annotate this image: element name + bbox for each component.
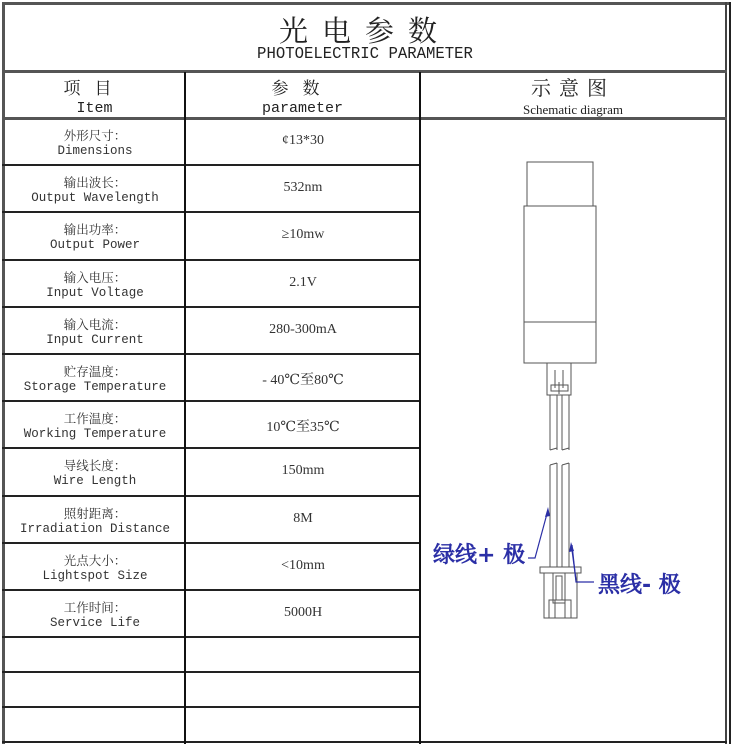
item-label-en: Output Power <box>49 238 140 252</box>
value-lightspot-size: <10mm <box>281 558 325 573</box>
header-item-en: Item <box>76 100 113 117</box>
item-wire-length <box>5 449 185 494</box>
header-parameter <box>186 72 419 118</box>
item-label-en: Wire Length <box>53 474 137 488</box>
module-body-shape <box>524 206 596 363</box>
header-schematic-cn: 示意图 <box>531 76 615 100</box>
value-service-life: 5000H <box>283 605 323 620</box>
value-output-wavelength: 532nm <box>283 180 323 195</box>
item-label-cn: 贮存温度： <box>63 364 127 379</box>
laser-module-drawing <box>421 120 725 742</box>
item-storage-temperature <box>5 355 185 400</box>
item-label-en: Working Temperature <box>23 427 167 441</box>
item-empty <box>5 673 185 706</box>
table-border-right-inner <box>725 2 727 744</box>
item-service-life <box>5 591 185 636</box>
item-working-temperature <box>5 402 185 447</box>
value-output-power: ≥10mw <box>281 227 325 242</box>
header-schematic-en: Schematic diagram <box>523 102 623 117</box>
value-storage-temperature: - 40℃至80℃ <box>262 373 344 388</box>
item-label-en: Storage Temperature <box>23 380 167 394</box>
item-label-en: Lightspot Size <box>42 569 148 583</box>
header-parameter-cn: 参数 <box>271 79 334 99</box>
item-label-cn: 输入电压： <box>63 270 127 285</box>
item-label-cn: 光点大小： <box>63 553 127 568</box>
arrow-negative-icon <box>569 542 574 552</box>
item-label-en: Output Wavelength <box>31 191 159 205</box>
item-label-cn: 输出波长： <box>63 175 127 190</box>
item-label-cn: 导线长度： <box>63 458 127 473</box>
title-block <box>5 5 725 70</box>
value-dimensions: ¢13*30 <box>282 133 324 148</box>
item-label-cn: 外形尺寸： <box>63 128 127 143</box>
title-chinese: 光电参数 <box>278 14 451 48</box>
item-lightspot-size <box>5 544 185 589</box>
schematic-diagram <box>421 120 725 742</box>
item-dimensions <box>5 119 185 164</box>
item-label-en: Input Current <box>46 333 144 347</box>
item-output-wavelength <box>5 166 185 211</box>
item-label-en: Service Life <box>49 616 140 630</box>
arrow-positive-icon <box>545 507 550 517</box>
item-label-cn: 输出功率： <box>63 222 127 237</box>
item-irradiation-distance <box>5 497 185 542</box>
value-irradiation-distance: 8M <box>293 511 313 526</box>
leader-positive <box>528 510 548 558</box>
item-label-cn: 照射距离： <box>63 506 127 521</box>
item-label-cn: 工作温度： <box>63 411 127 426</box>
item-empty <box>5 708 185 741</box>
value-working-temperature: 10℃至35℃ <box>266 420 340 435</box>
header-item-cn: 项目 <box>63 79 126 99</box>
header-parameter-en: parameter <box>261 100 343 117</box>
value-input-voltage: 2.1V <box>289 275 317 290</box>
item-output-power <box>5 213 185 258</box>
table-border-right-outer <box>729 2 731 744</box>
item-label-en: Dimensions <box>57 144 133 158</box>
item-empty <box>5 638 185 671</box>
item-label-en: Irradiation Distance <box>19 522 171 536</box>
label-black-wire-negative: 黑线- 极 <box>598 573 681 598</box>
title-english: PHOTOELECTRIC PARAMETER <box>257 45 473 64</box>
header-schematic <box>421 72 725 118</box>
label-green-wire-positive: 绿线+ 极 <box>433 543 526 568</box>
item-label-cn: 工作时间： <box>63 600 127 615</box>
item-input-current <box>5 308 185 353</box>
item-input-voltage <box>5 261 185 306</box>
value-input-current: 280-300mA <box>269 322 337 337</box>
item-label-cn: 输入电流： <box>63 317 127 332</box>
item-label-en: Input Voltage <box>46 286 144 300</box>
lens-cap-shape <box>527 162 593 206</box>
header-item <box>5 72 184 118</box>
value-wire-length: 150mm <box>281 463 325 478</box>
